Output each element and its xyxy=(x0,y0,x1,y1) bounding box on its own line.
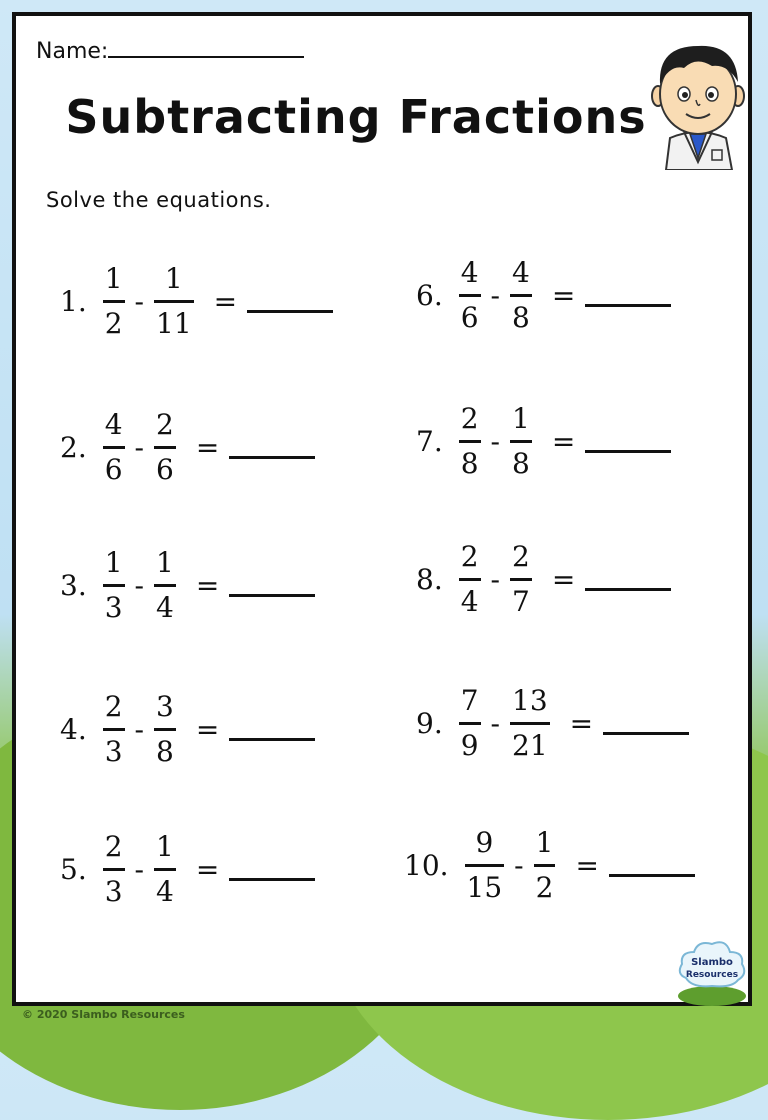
equals-sign: = xyxy=(575,849,599,882)
numerator: 1 xyxy=(164,262,183,295)
denominator: 21 xyxy=(512,729,548,762)
numerator: 13 xyxy=(512,684,548,717)
denominator: 9 xyxy=(460,729,479,762)
minus-sign: - xyxy=(134,853,145,886)
fraction-right xyxy=(534,826,556,905)
fraction-bar xyxy=(459,440,481,443)
fraction-bar xyxy=(510,440,532,443)
denominator: 6 xyxy=(156,453,174,486)
scientist-boy-icon xyxy=(648,38,748,170)
fraction-bar xyxy=(154,868,176,871)
fraction-bar xyxy=(103,728,125,731)
fraction-bar xyxy=(103,446,125,449)
page-title: Subtracting Fractions xyxy=(65,90,647,144)
minus-sign: - xyxy=(134,285,145,318)
problem-number: 8. xyxy=(416,563,443,596)
fraction-bar xyxy=(510,722,550,725)
numerator: 9 xyxy=(475,826,494,859)
fraction-left xyxy=(103,830,125,909)
answer-blank[interactable] xyxy=(585,568,671,591)
answer-blank[interactable] xyxy=(609,854,695,877)
numerator: 2 xyxy=(460,402,479,435)
fraction-bar xyxy=(510,578,532,581)
numerator: 2 xyxy=(104,830,123,863)
problem-number: 5. xyxy=(60,853,87,886)
fraction-right xyxy=(154,262,194,341)
problem-number: 6. xyxy=(416,279,443,312)
problem-number: 9. xyxy=(416,707,443,740)
problem-number: 1. xyxy=(60,285,87,318)
minus-sign: - xyxy=(134,431,145,464)
minus-sign: - xyxy=(514,849,524,882)
problem-2 xyxy=(60,408,315,487)
denominator: 8 xyxy=(512,447,530,480)
denominator: 8 xyxy=(460,447,479,480)
denominator: 7 xyxy=(512,585,530,618)
fraction-left xyxy=(459,256,481,335)
answer-blank[interactable] xyxy=(585,284,671,307)
fraction-left xyxy=(103,408,125,487)
minus-sign: - xyxy=(490,563,501,596)
fraction-bar xyxy=(154,584,176,587)
numerator: 1 xyxy=(156,546,174,579)
fraction-bar xyxy=(459,722,481,725)
problem-number: 4. xyxy=(60,713,87,746)
numerator: 7 xyxy=(460,684,479,717)
problem-5 xyxy=(60,830,315,909)
minus-sign: - xyxy=(490,425,501,458)
logo-line2: Resources xyxy=(685,970,739,980)
denominator: 8 xyxy=(156,735,174,768)
denominator: 3 xyxy=(104,591,123,624)
denominator: 6 xyxy=(104,453,123,486)
problem-7 xyxy=(416,402,671,481)
fraction-bar xyxy=(465,864,505,867)
denominator: 2 xyxy=(535,871,554,904)
answer-blank[interactable] xyxy=(229,718,315,741)
answer-blank[interactable] xyxy=(247,290,333,313)
worksheet-page xyxy=(12,12,752,1006)
minus-sign: - xyxy=(490,707,501,740)
equals-sign: = xyxy=(195,713,220,746)
fraction-right xyxy=(154,690,176,769)
numerator: 4 xyxy=(104,408,123,441)
numerator: 2 xyxy=(512,540,530,573)
fraction-right xyxy=(154,408,176,487)
fraction-right xyxy=(510,256,532,335)
numerator: 4 xyxy=(460,256,479,289)
answer-blank[interactable] xyxy=(603,712,689,735)
name-blank[interactable] xyxy=(108,36,304,58)
fraction-bar xyxy=(103,300,125,303)
minus-sign: - xyxy=(134,569,145,602)
problem-8 xyxy=(416,540,671,619)
equals-sign: = xyxy=(551,563,576,596)
equals-sign: = xyxy=(551,425,576,458)
fraction-bar xyxy=(154,446,176,449)
fraction-bar xyxy=(103,868,125,871)
problem-10 xyxy=(404,826,695,905)
fraction-right xyxy=(510,540,532,619)
denominator: 3 xyxy=(104,735,123,768)
fraction-right xyxy=(154,546,176,625)
denominator: 3 xyxy=(104,875,123,908)
fraction-left xyxy=(459,540,481,619)
equals-sign: = xyxy=(195,569,220,602)
numerator: 1 xyxy=(156,830,174,863)
problem-3 xyxy=(60,546,315,625)
numerator: 2 xyxy=(460,540,479,573)
answer-blank[interactable] xyxy=(585,430,671,453)
fraction-bar xyxy=(154,300,194,303)
denominator: 6 xyxy=(460,301,479,334)
answer-blank[interactable] xyxy=(229,858,315,881)
fraction-left xyxy=(459,684,481,763)
denominator: 2 xyxy=(104,307,123,340)
minus-sign: - xyxy=(134,713,145,746)
minus-sign: - xyxy=(490,279,501,312)
fraction-left xyxy=(103,262,125,341)
fraction-bar xyxy=(459,578,481,581)
denominator: 4 xyxy=(460,585,479,618)
name-label: Name: xyxy=(36,39,109,64)
equals-sign: = xyxy=(195,853,220,886)
logo-line1: Slambo xyxy=(691,957,733,968)
numerator: 4 xyxy=(512,256,530,289)
fraction-bar xyxy=(534,864,556,867)
equals-sign: = xyxy=(569,707,594,740)
denominator: 8 xyxy=(512,301,530,334)
numerator: 1 xyxy=(104,262,123,295)
fraction-left xyxy=(459,402,481,481)
problem-number: 10. xyxy=(404,849,449,882)
numerator: 1 xyxy=(104,546,123,579)
problem-number: 2. xyxy=(60,431,87,464)
fraction-right xyxy=(154,830,176,909)
denominator: 4 xyxy=(156,591,174,624)
numerator: 3 xyxy=(156,690,174,723)
numerator: 1 xyxy=(512,402,530,435)
fraction-left xyxy=(103,690,125,769)
equals-sign: = xyxy=(195,431,220,464)
copyright-footer: © 2020 Slambo Resources xyxy=(22,1008,185,1021)
problem-9 xyxy=(416,684,689,763)
numerator: 1 xyxy=(535,826,554,859)
fraction-left xyxy=(465,826,505,905)
problem-6 xyxy=(416,256,671,335)
denominator: 4 xyxy=(156,875,174,908)
fraction-right xyxy=(510,402,532,481)
fraction-bar xyxy=(459,294,481,297)
numerator: 2 xyxy=(156,408,174,441)
slambo-logo-icon xyxy=(672,934,752,1014)
answer-blank[interactable] xyxy=(229,574,315,597)
denominator: 11 xyxy=(156,307,192,340)
problem-number: 7. xyxy=(416,425,443,458)
numerator: 2 xyxy=(104,690,123,723)
fraction-bar xyxy=(510,294,532,297)
fraction-left xyxy=(103,546,125,625)
instructions: Solve the equations. xyxy=(46,188,272,212)
equals-sign: = xyxy=(551,279,576,312)
denominator: 15 xyxy=(466,871,503,904)
name-field[interactable] xyxy=(36,36,304,64)
equals-sign: = xyxy=(213,285,238,318)
fraction-bar xyxy=(154,728,176,731)
answer-blank[interactable] xyxy=(229,436,315,459)
problem-4 xyxy=(60,690,315,769)
fraction-right xyxy=(510,684,550,763)
fraction-bar xyxy=(103,584,125,587)
problem-1 xyxy=(60,262,333,341)
problem-number: 3. xyxy=(60,569,87,602)
